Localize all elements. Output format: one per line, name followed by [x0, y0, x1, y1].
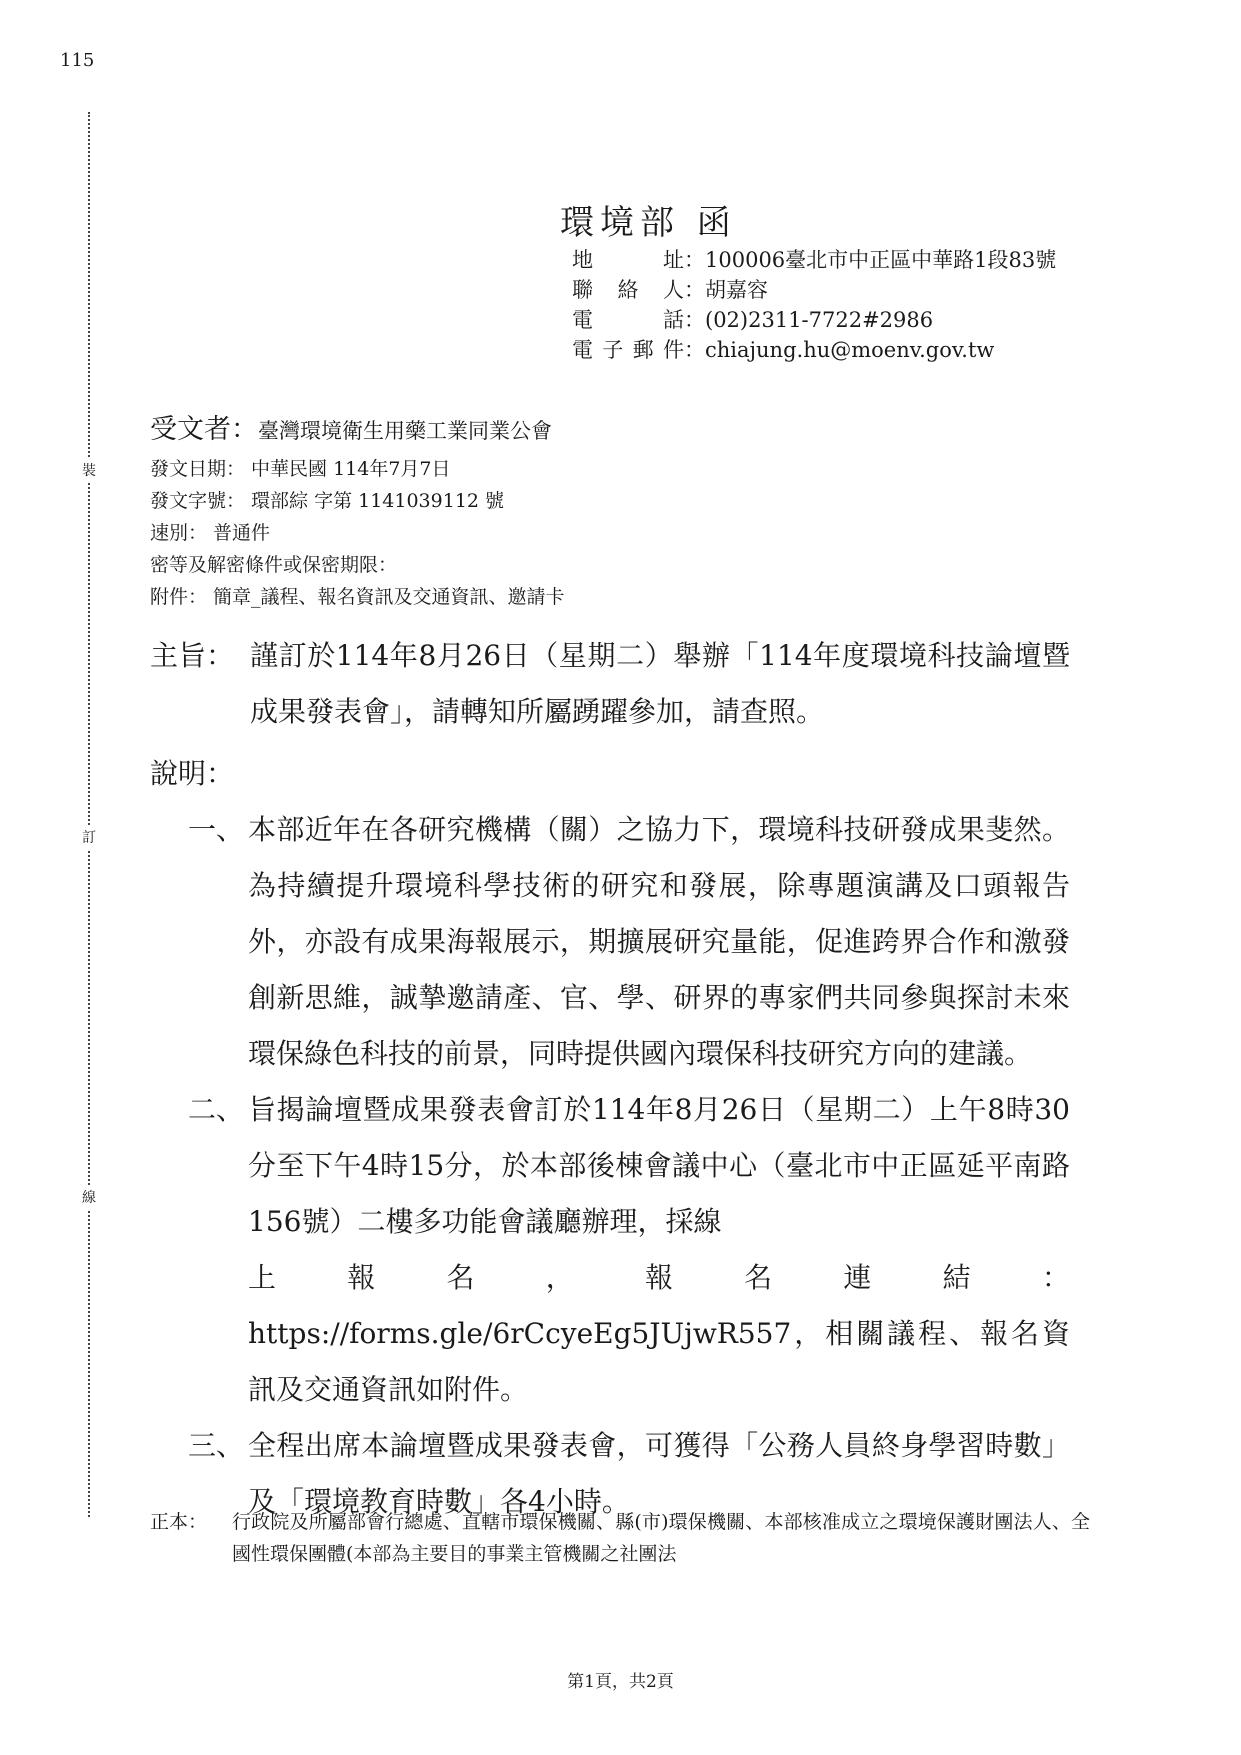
recipient-label: 受文者：: [150, 414, 258, 445]
registration-line: 上 報 名 ， 報 名 連 結 ：: [248, 1261, 1070, 1294]
binding-line: [88, 112, 90, 1517]
document-body: [150, 628, 1070, 1530]
distribution-list: [150, 1506, 1090, 1570]
document-meta: [150, 408, 1150, 613]
speed-category: 速別： 普通件: [150, 522, 271, 544]
subject-text: 謹訂於114年8月26日（星期二）舉辦「114年度環境科技論壇暨成果發表會」，請轉知所屬踴躍參加，請查照。: [250, 639, 1070, 728]
subject-label: 主旨：: [150, 639, 235, 672]
contact-address: 地址：100006臺北市中正區中華路1段83號: [572, 248, 1057, 272]
distribution-text: 行政院及所屬部會行總處、直轄市環保機關、縣(市)環保機關、本部核准成立之環境保護財團法人、全國性環保團體(本部為主要目的事業主管機關之社團法: [232, 1511, 1090, 1565]
issue-date: 發文日期： 中華民國 114年7月7日: [150, 458, 451, 480]
attachments: 附件： 簡章_議程、報名資訊及交通資訊、邀請卡: [150, 586, 565, 608]
binding-mark-xian: 線: [82, 1185, 96, 1209]
explanation-item-2: 二、 旨揭論壇暨成果發表會訂於114年8月26日（星期二）上午8時30分至下午4時15分，於本部後棟會議中心（臺北市中正區延平南路156號）二樓多功能會議廳辦理，採線 上 報 名 ， 報 名 連 結 ： https://forms.gle/6rCcyeEg5JUjwR557，相關議程、報名資訊及交通資訊如附件。: [188, 1093, 1070, 1406]
contact-block: [572, 245, 1056, 365]
explanation-label: 說明：: [150, 757, 235, 790]
registration-link-text: https://forms.gle/6rCcyeEg5JUjwR557，相關議程、報名資訊及交通資訊如附件。: [248, 1317, 1070, 1406]
contact-phone: 電話：(02)2311-7722#2986: [572, 308, 934, 332]
document-number: 發文字號： 環部綜 字第 1141039112 號: [150, 490, 505, 512]
subject: [150, 628, 1070, 740]
distribution-label: 正本：: [150, 1511, 208, 1533]
page-number: 115: [60, 50, 95, 71]
page-footer: 第1頁，共2頁: [567, 1672, 674, 1692]
secrecy-level: 密等及解密條件或保密期限：: [150, 554, 398, 576]
contact-person: 聯絡人：胡嘉容: [572, 278, 768, 302]
binding-mark-zhuang: 裝: [82, 458, 96, 482]
binding-mark-ding: 訂: [82, 825, 96, 849]
explanation-item-3: 三、 全程出席本論壇暨成果發表會，可獲得「公務人員終身學習時數」及「環境教育時數」各4小時。: [188, 1429, 1070, 1518]
document-title: 環境部 函: [560, 203, 737, 243]
recipient: [150, 408, 1150, 453]
recipient-value: 臺灣環境衛生用藥工業同業公會: [258, 419, 552, 443]
explanation-item-1: 一、 本部近年在各研究機構（關）之協力下，環境科技研發成果斐然。為持續提升環境科學技術的研究和發展，除專題演講及口頭報告外，亦設有成果海報展示，期擴展研究量能，促進跨界合作和激發創新思維，誠摯邀請產、官、學、研界的專家們共同參與探討未來環保綠色科技的前景，同時提供國內環保科技研究方向的建議。: [188, 813, 1070, 1070]
contact-email: 電子郵件：chiajung.hu@moenv.gov.tw: [572, 338, 995, 362]
